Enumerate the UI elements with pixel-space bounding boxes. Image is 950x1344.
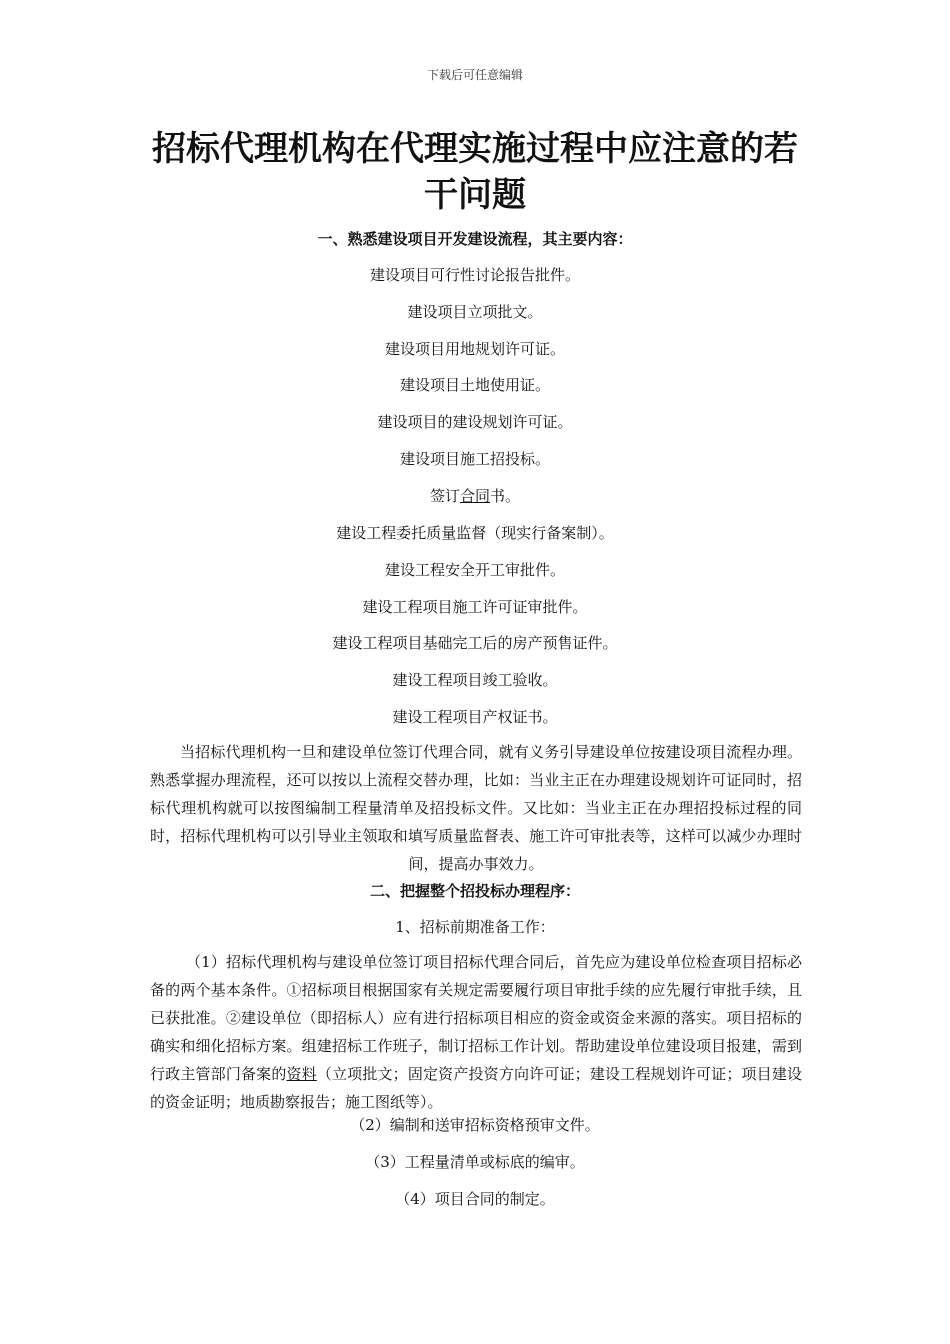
section2-paragraph-tail: （立项批文；固定资产投资方向许可证；建设工程规划许可证；项目建设的资金证明；地质勘察报告；施工图纸等）。 [150, 1065, 802, 1111]
section1-heading: 一、熟悉建设项目开发建设流程，其主要内容： [317, 230, 633, 248]
list-item: 建设工程项目竣工验收。 [392, 671, 558, 689]
section2-heading: 二、把握整个招投标办理程序： [369, 882, 580, 900]
section2-paragraph-text: （1）招标代理机构与建设单位签订项目招标代理合同后，首先应为建设单位检查项目招标必备的两个基本条件。①招标项目根据国家有关规定需要履行项目审批手续的应先履行审批手续，且已获批准。②建设单位（即招标人）应有进行招标项目相应的资金或资金来源的落实。项目招标的确实和细化招标方案。组建招标工作班子，制订招标工作计划。帮助建设单位建设项目报建，需到行政主管部门备案的 [150, 953, 802, 1083]
list-item: 建设工程项目产权证书。 [392, 708, 558, 726]
section1-paragraph: 当招标代理机构一旦和建设单位签订代理合同，就有义务引导建设单位按建设项目流程办理。熟悉掌握办理流程，还可以按以上流程交替办理，比如：当业主正在办理建设规划许可证同时，招标代理机构就可以按图编制工程量清单及招投标文件。又比如：当业主正在办理招投标过程的同时，招标代理机构可以引导业主领取和填写质量监督表、施工许可审批表等，这样可以减少办理时间，提高办事效力。 [150, 743, 802, 873]
list-item: 建设项目施工招投标。 [399, 450, 550, 468]
section2-subheading: 1、招标前期准备工作： [395, 918, 555, 936]
list-item: 建设工程委托质量监督（现实行备案制）。 [336, 524, 614, 542]
list-item: （2）编制和送审招标资格预审文件。 [350, 1116, 600, 1134]
list-item: 建设项目可行性讨论报告批件。 [369, 266, 580, 284]
materials-link[interactable]: 资料 [286, 1065, 317, 1083]
list-item: （3）工程量清单或标底的编审。 [365, 1153, 585, 1171]
header-note: 下载后可任意编辑 [426, 68, 523, 82]
section2-paragraph [150, 948, 802, 1116]
list-item: 建设工程项目基础完工后的房产预售证件。 [332, 634, 618, 652]
list-item: （4）项目合同的制定。 [395, 1190, 555, 1208]
page-title: 招标代理机构在代理实施过程中应注意的若干问题 [152, 129, 798, 215]
contract-suffix: 书。 [490, 487, 521, 505]
list-item: 建设工程安全开工审批件。 [384, 561, 565, 579]
list-item: 建设项目立项批文。 [407, 303, 543, 321]
list-item: 建设工程项目施工许可证审批件。 [362, 598, 588, 616]
list-item: 建设项目土地使用证。 [399, 376, 550, 394]
contract-link[interactable]: 合同 [459, 487, 490, 505]
list-item-contract [0, 485, 950, 506]
list-item: 建设项目的建设规划许可证。 [377, 413, 573, 431]
list-item: 建设项目用地规划许可证。 [384, 340, 565, 358]
contract-prefix: 签订 [429, 487, 460, 505]
